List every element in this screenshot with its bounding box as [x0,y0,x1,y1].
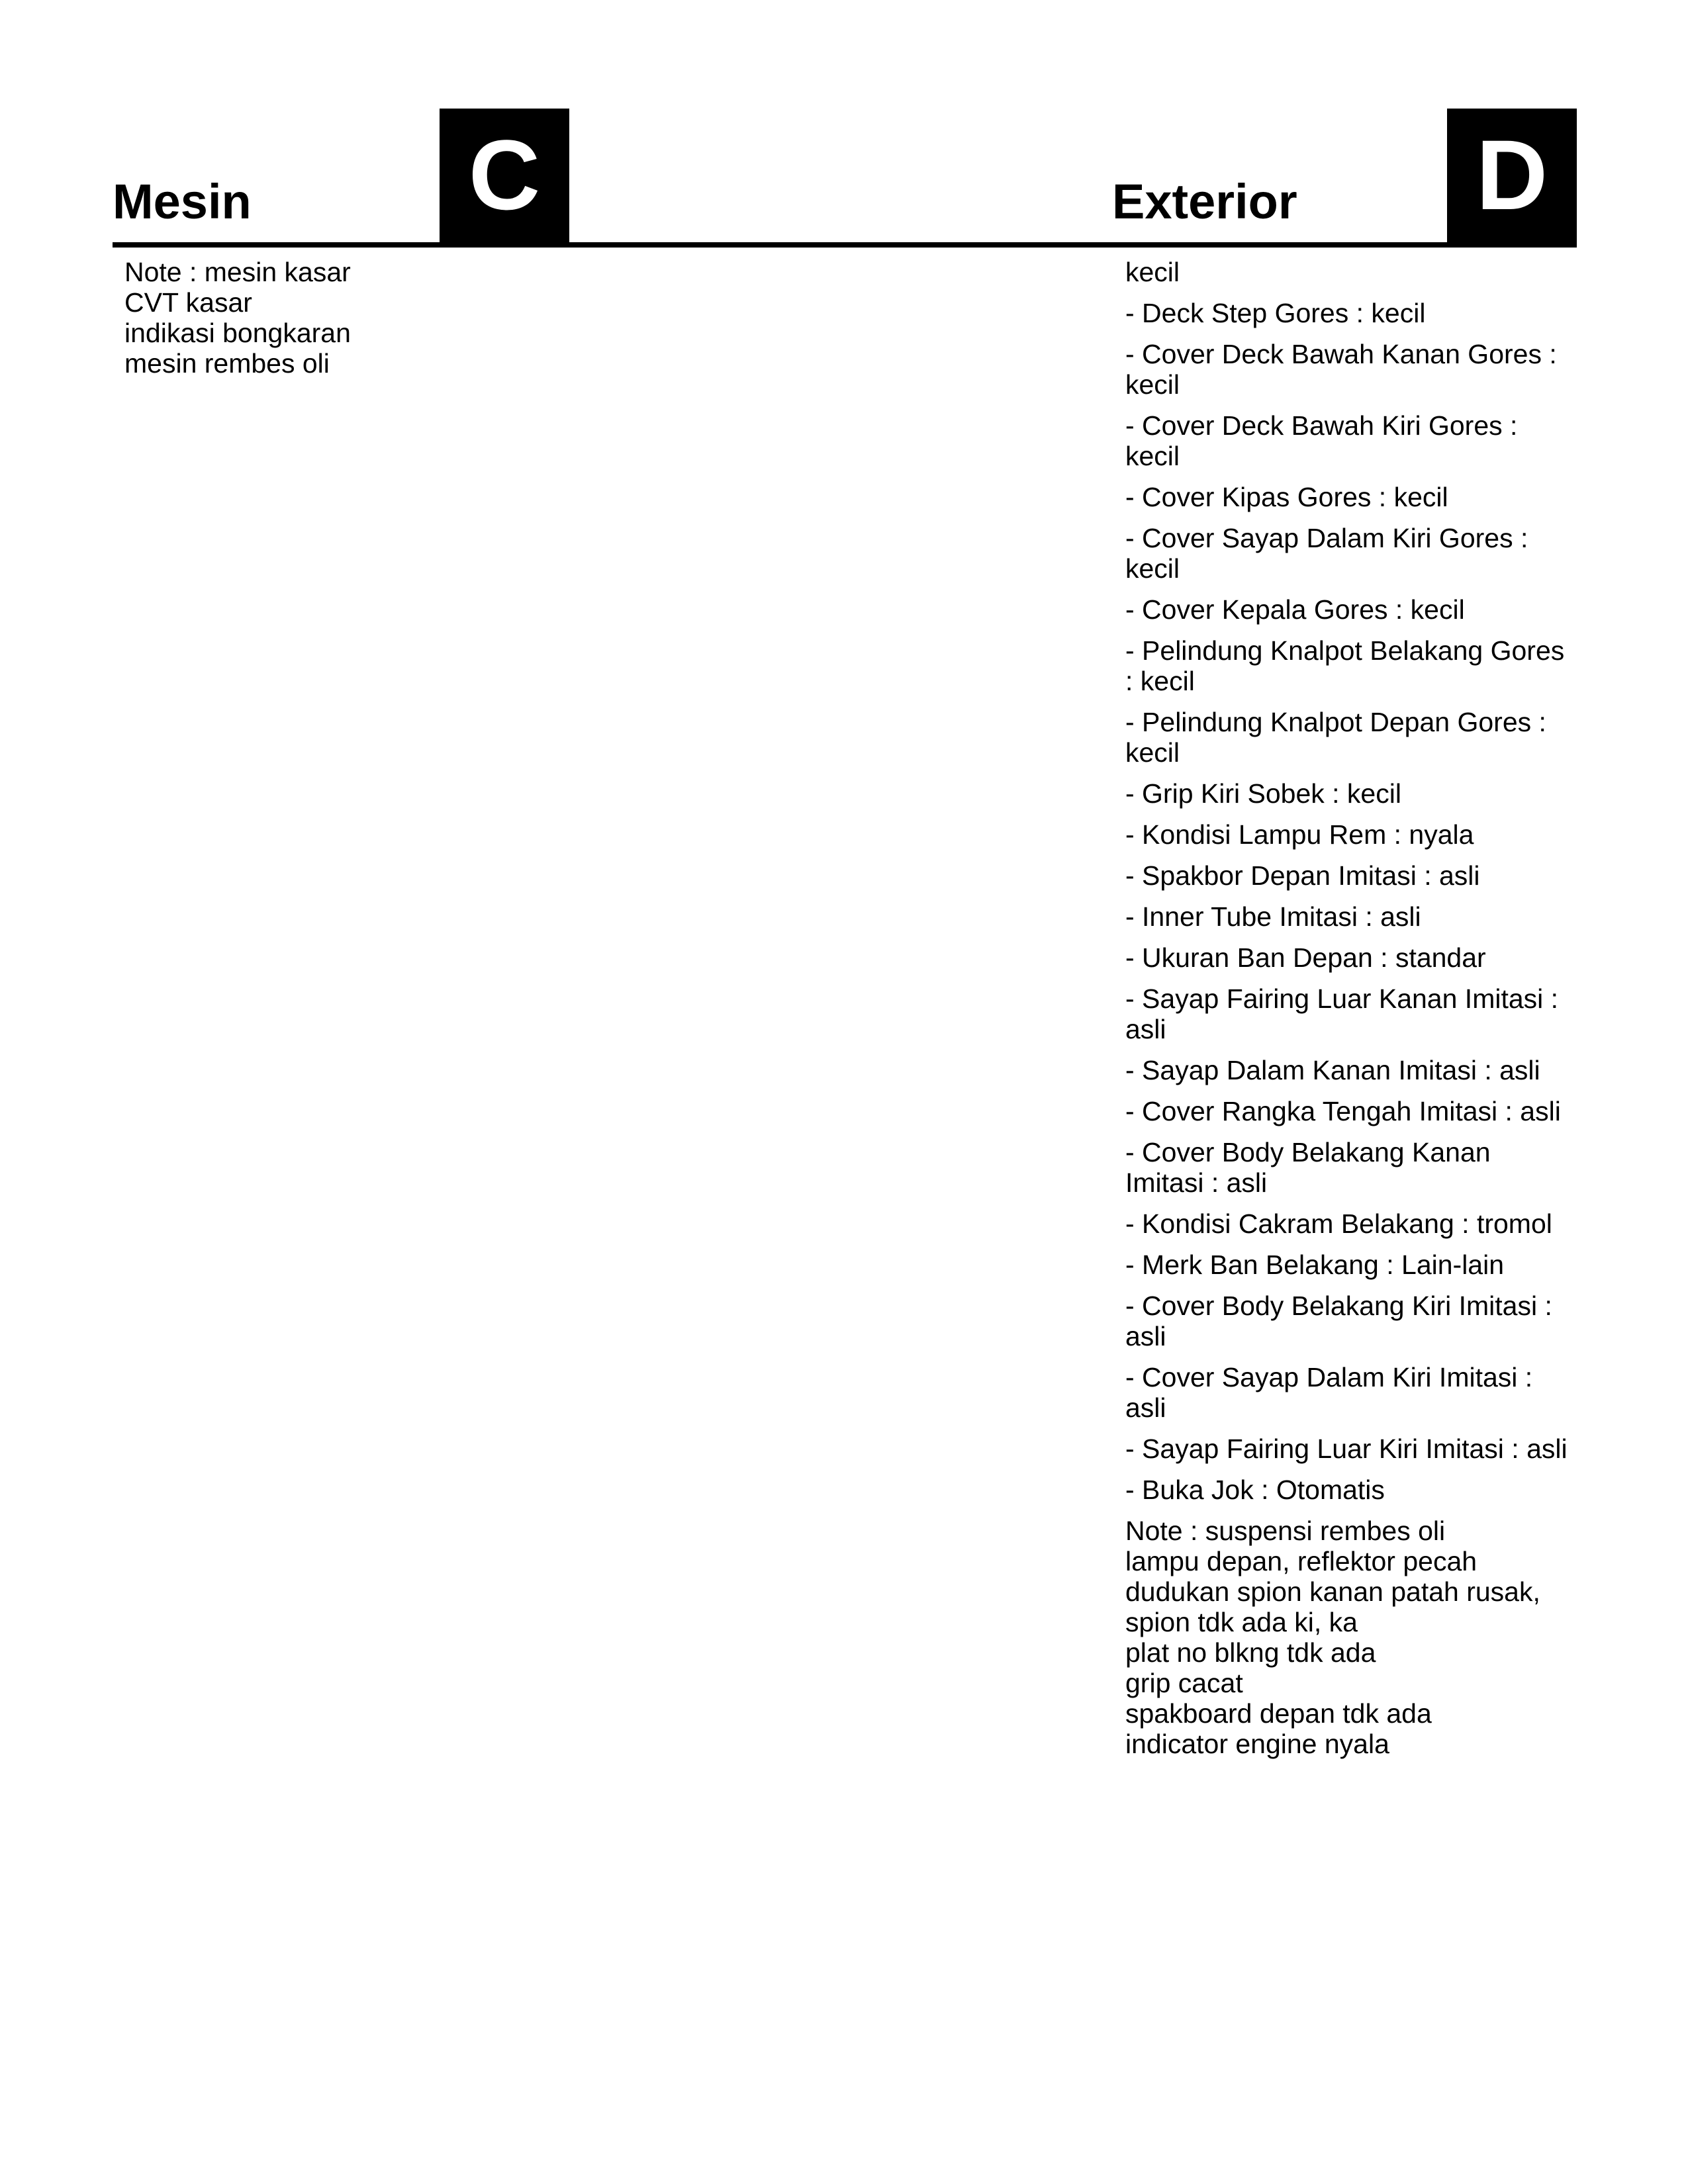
mesin-note-line: indikasi bongkaran [124,318,351,348]
section-header [113,109,1577,249]
exterior-item: - Ukuran Ban Depan : standar [1125,942,1486,973]
exterior-item: - Cover Body Belakang Kiri Imitasi : asli [1125,1291,1552,1351]
exterior-item: - Cover Sayap Dalam Kiri Imitasi : asli [1125,1362,1533,1423]
section-letter-c-badge: C [440,109,569,244]
exterior-item: - Sayap Fairing Luar Kanan Imitasi : asli [1125,983,1559,1044]
header-divider [113,242,1577,248]
exterior-list [1125,257,1575,1759]
exterior-item: - Cover Body Belakang Kanan Imitasi : asli [1125,1137,1491,1198]
exterior-item: - Cover Kipas Gores : kecil [1125,482,1448,512]
exterior-note-line: grip cacat [1125,1668,1243,1698]
mesin-note-line: mesin rembes oli [124,348,330,379]
exterior-note-line: dudukan spion kanan patah rusak, [1125,1576,1540,1607]
exterior-note-line: lampu depan, reflektor pecah [1125,1546,1477,1576]
exterior-item: - Cover Deck Bawah Kiri Gores : kecil [1125,410,1518,471]
exterior-note-line: Note : suspensi rembes oli [1125,1516,1446,1546]
exterior-item: kecil [1125,257,1180,287]
mesin-note-line: CVT kasar [124,287,252,318]
exterior-item: - Cover Deck Bawah Kanan Gores : kecil [1125,339,1557,400]
exterior-note-line: plat no blkng tdk ada [1125,1637,1376,1668]
exterior-item: - Grip Kiri Sobek : kecil [1125,778,1401,809]
mesin-note-line: Note : mesin kasar [124,257,351,287]
exterior-item: - Kondisi Lampu Rem : nyala [1125,819,1474,850]
exterior-item: - Cover Kepala Gores : kecil [1125,594,1465,625]
exterior-item: - Deck Step Gores : kecil [1125,298,1426,328]
exterior-item: - Inner Tube Imitasi : asli [1125,901,1421,932]
exterior-item: - Merk Ban Belakang : Lain-lain [1125,1250,1505,1280]
exterior-note [1125,1516,1575,1759]
exterior-item: - Pelindung Knalpot Depan Gores : kecil [1125,707,1546,768]
exterior-item: - Sayap Fairing Luar Kiri Imitasi : asli [1125,1433,1568,1464]
exterior-note-line: spakboard depan tdk ada [1125,1698,1432,1729]
exterior-item: - Kondisi Cakram Belakang : tromol [1125,1208,1552,1239]
exterior-item: - Cover Rangka Tengah Imitasi : asli [1125,1096,1561,1126]
exterior-item: - Pelindung Knalpot Belakang Gores : kecil [1125,635,1565,696]
mesin-notes [124,257,535,379]
exterior-item: - Sayap Dalam Kanan Imitasi : asli [1125,1055,1540,1085]
section-title-mesin: Mesin [113,174,252,229]
section-letter-d-badge: D [1447,109,1577,244]
exterior-item: - Buka Jok : Otomatis [1125,1475,1385,1505]
exterior-note-line: spion tdk ada ki, ka [1125,1607,1358,1637]
exterior-item: - Cover Sayap Dalam Kiri Gores : kecil [1125,523,1528,584]
section-title-exterior: Exterior [1112,174,1297,229]
exterior-item: - Spakbor Depan Imitasi : asli [1125,860,1480,891]
exterior-note-line: indicator engine nyala [1125,1729,1389,1759]
